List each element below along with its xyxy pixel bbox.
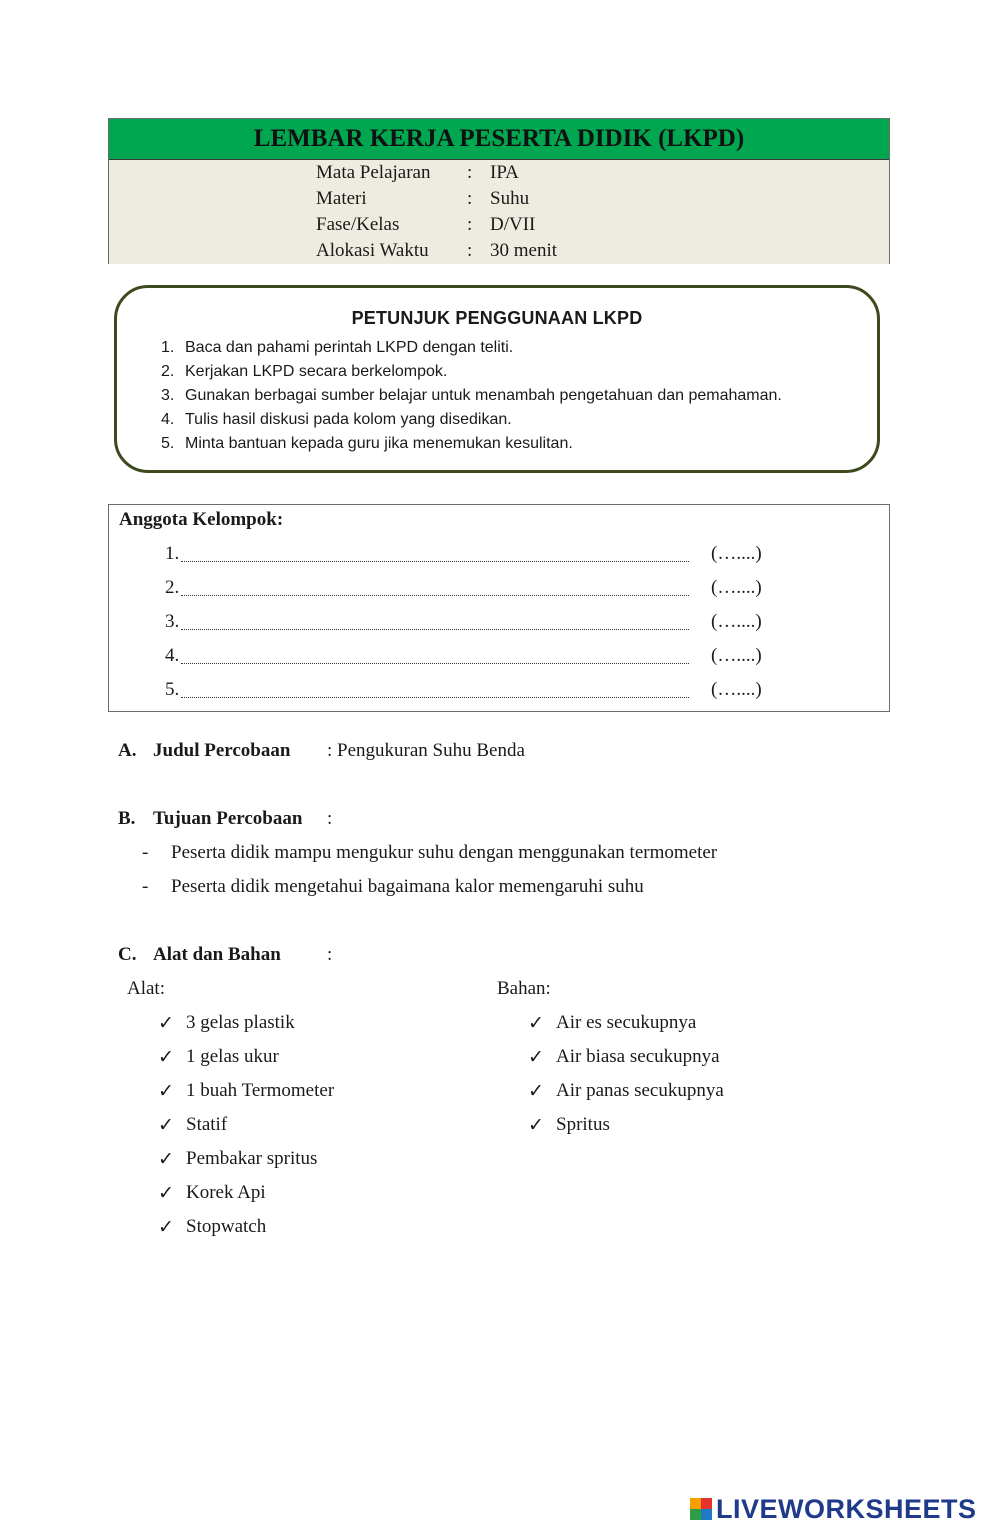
- member-number: 3.: [165, 611, 180, 632]
- info-value: D/VII: [490, 214, 536, 235]
- member-name-line[interactable]: [181, 697, 689, 698]
- member-absence-number: (…....): [711, 543, 762, 564]
- info-separator: :: [467, 162, 473, 183]
- member-absence-number: (…....): [711, 611, 762, 632]
- instruction-text: Kerjakan LKPD secara berkelompok.: [185, 363, 448, 380]
- section-c-letter: C.: [118, 944, 137, 965]
- info-value: IPA: [490, 162, 519, 183]
- info-separator: :: [467, 214, 473, 235]
- alat-item-text: Korek Api: [186, 1182, 266, 1203]
- instruction-text: Minta bantuan kepada guru jika menemukan kesulitan.: [185, 435, 573, 452]
- section-b-colon: :: [327, 808, 333, 829]
- objective-dash: -: [142, 876, 149, 897]
- group-members-box: [108, 504, 890, 712]
- member-row: [165, 679, 765, 703]
- alat-item-text: Stopwatch: [186, 1216, 267, 1237]
- instruction-item: [161, 360, 782, 384]
- member-number: 4.: [165, 645, 180, 666]
- info-label: Materi: [316, 188, 367, 209]
- instruction-number: 4.: [161, 411, 175, 428]
- alat-item-text: 1 buah Termometer: [186, 1080, 335, 1101]
- checkmark-icon: ✓: [158, 1013, 174, 1034]
- logo-square: [701, 1509, 712, 1520]
- member-row: [165, 611, 765, 635]
- info-separator: :: [467, 240, 473, 261]
- checkmark-icon: ✓: [158, 1149, 174, 1170]
- bahan-item-text: Spritus: [556, 1114, 610, 1135]
- member-absence-number: (…....): [711, 645, 762, 666]
- bahan-item-text: Air biasa secukupnya: [556, 1046, 720, 1067]
- instruction-number: 2.: [161, 363, 175, 380]
- info-separator: :: [467, 188, 473, 209]
- logo-square: [701, 1498, 712, 1509]
- section-b-heading: Tujuan Percobaan: [153, 808, 303, 829]
- instructions-list: [161, 336, 782, 456]
- alat-item-text: 1 gelas ukur: [186, 1046, 279, 1067]
- member-name-line[interactable]: [181, 629, 689, 630]
- section-c-heading: Alat dan Bahan: [153, 944, 281, 965]
- member-row: [165, 645, 765, 669]
- instruction-number: 5.: [161, 435, 175, 452]
- checkmark-icon: ✓: [528, 1081, 544, 1102]
- checkmark-icon: ✓: [528, 1047, 544, 1068]
- checkmark-icon: ✓: [158, 1081, 174, 1102]
- info-value: 30 menit: [490, 240, 558, 261]
- checkmark-icon: ✓: [158, 1217, 174, 1238]
- lkpd-header: [108, 118, 890, 264]
- info-value: Suhu: [490, 188, 530, 209]
- member-number: 2.: [165, 577, 180, 598]
- lkpd-title: LEMBAR KERJA PESERTA DIDIK (LKPD): [109, 119, 889, 160]
- member-absence-number: (…....): [711, 577, 762, 598]
- bahan-label: Bahan:: [497, 978, 551, 999]
- checkmark-icon: ✓: [528, 1115, 544, 1136]
- objective-text: Peserta didik mampu mengukur suhu dengan menggunakan termometer: [171, 842, 718, 863]
- info-label: Mata Pelajaran: [316, 162, 431, 183]
- instruction-text: Baca dan pahami perintah LKPD dengan teliti.: [185, 339, 514, 356]
- member-absence-number: (…....): [711, 679, 762, 700]
- logo-square: [690, 1509, 701, 1520]
- group-title: Anggota Kelompok:: [119, 509, 284, 530]
- member-row: [165, 543, 765, 567]
- lkpd-info: [109, 160, 889, 264]
- bahan-item-text: Air es secukupnya: [556, 1012, 697, 1033]
- instruction-number: 1.: [161, 339, 175, 356]
- checkmark-icon: ✓: [158, 1115, 174, 1136]
- objective-text: Peserta didik mengetahui bagaimana kalor memengaruhi suhu: [171, 876, 644, 897]
- alat-item-text: Statif: [186, 1114, 228, 1135]
- member-name-line[interactable]: [181, 595, 689, 596]
- member-name-line[interactable]: [181, 561, 689, 562]
- checkmark-icon: ✓: [158, 1047, 174, 1068]
- member-number: 1.: [165, 543, 180, 564]
- info-label: Alokasi Waktu: [316, 240, 429, 261]
- member-name-line[interactable]: [181, 663, 689, 664]
- liveworksheets-logo-text: LIVEWORKSHEETS: [716, 1493, 977, 1524]
- info-label: Fase/Kelas: [316, 214, 400, 235]
- member-row: [165, 577, 765, 601]
- instruction-item: [161, 408, 782, 432]
- alat-item-text: Pembakar spritus: [186, 1148, 318, 1169]
- instructions-title: PETUNJUK PENGGUNAAN LKPD: [351, 308, 643, 328]
- checkmark-icon: ✓: [158, 1183, 174, 1204]
- section-a-heading: Judul Percobaan: [153, 740, 291, 761]
- checkmark-icon: ✓: [528, 1013, 544, 1034]
- objective-dash: -: [142, 842, 149, 863]
- liveworksheets-logo: [690, 1494, 977, 1524]
- section-c-colon: :: [327, 944, 333, 965]
- instruction-item: [161, 384, 782, 408]
- instruction-text: Gunakan berbagai sumber belajar untuk menambah pengetahuan dan pemahaman.: [185, 387, 782, 404]
- section-a-letter: A.: [118, 740, 137, 761]
- alat-label: Alat:: [127, 978, 165, 999]
- section-b-letter: B.: [118, 808, 136, 829]
- section-a-value: : Pengukuran Suhu Benda: [327, 740, 525, 761]
- instruction-number: 3.: [161, 387, 175, 404]
- logo-square: [690, 1498, 701, 1509]
- alat-item-text: 3 gelas plastik: [186, 1012, 295, 1033]
- member-number: 5.: [165, 679, 180, 700]
- instruction-item: [161, 336, 782, 360]
- instructions-box: [114, 285, 880, 473]
- instruction-item: [161, 432, 782, 456]
- bahan-item-text: Air panas secukupnya: [556, 1080, 724, 1101]
- liveworksheets-logo-icon: [690, 1498, 712, 1520]
- instruction-text: Tulis hasil diskusi pada kolom yang disedikan.: [185, 411, 512, 428]
